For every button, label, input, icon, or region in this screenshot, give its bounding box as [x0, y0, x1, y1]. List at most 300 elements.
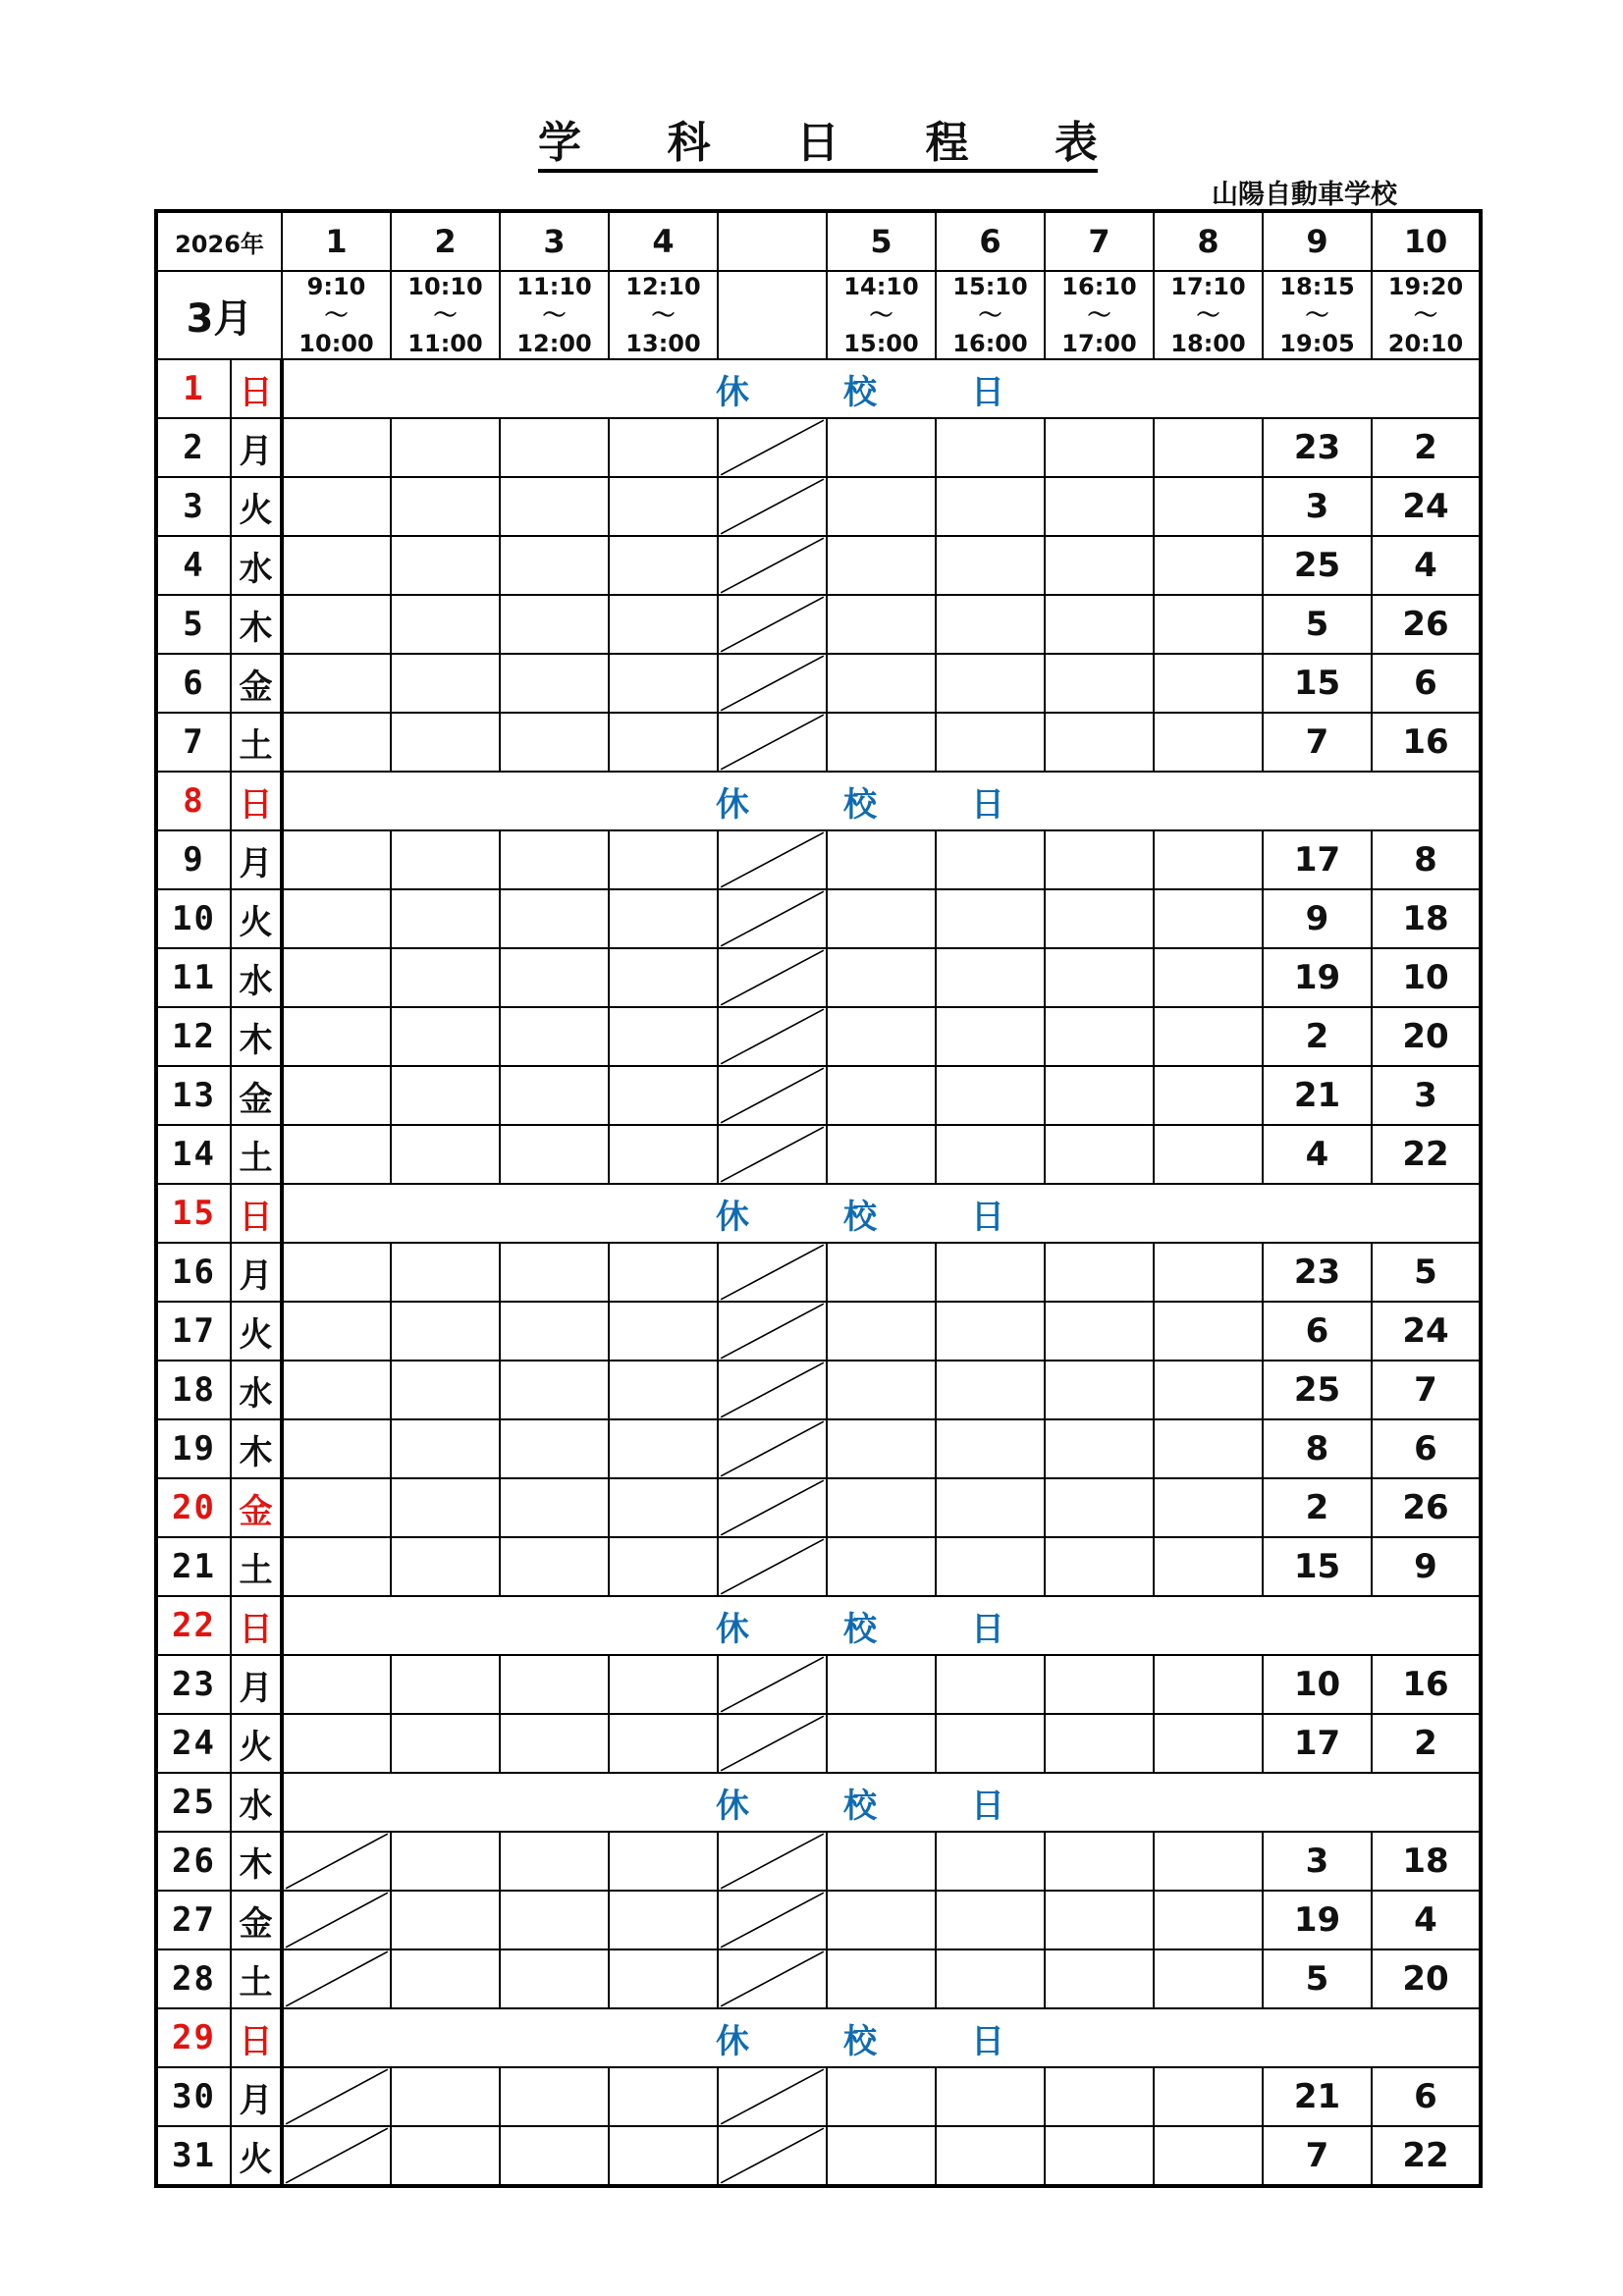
period-sep: ～ — [433, 300, 458, 329]
day-number: 2 — [156, 418, 231, 477]
slash-line — [719, 1420, 826, 1477]
slash-line — [719, 949, 826, 1006]
empty-cell — [1154, 654, 1263, 713]
period10-value: 22 — [1372, 2126, 1481, 2186]
empty-cell — [1045, 1066, 1154, 1125]
day-of-week: 木 — [231, 1832, 282, 1891]
empty-cell — [282, 1478, 391, 1537]
empty-cell — [936, 1302, 1045, 1361]
day-number: 31 — [156, 2126, 231, 2186]
empty-cell — [1045, 1714, 1154, 1773]
empty-cell — [391, 1361, 500, 1419]
table-row — [156, 1066, 1481, 1125]
empty-cell — [282, 1007, 391, 1066]
empty-cell — [936, 889, 1045, 948]
day-of-week: 水 — [231, 948, 282, 1007]
empty-cell — [936, 1537, 1045, 1596]
empty-cell — [936, 1125, 1045, 1184]
empty-cell — [609, 713, 718, 772]
period9-value: 9 — [1263, 889, 1372, 948]
period10-value: 9 — [1372, 1537, 1481, 1596]
day-number: 17 — [156, 1302, 231, 1361]
empty-cell — [827, 1125, 936, 1184]
period9-value: 8 — [1263, 1419, 1372, 1478]
slash-line — [719, 1715, 826, 1772]
period10-value: 18 — [1372, 1832, 1481, 1891]
period-number: 10 — [1372, 211, 1481, 271]
period10-value: 2 — [1372, 1714, 1481, 1773]
no-class-slash — [718, 948, 827, 1007]
period-number: 1 — [282, 211, 391, 271]
no-class-slash — [718, 1419, 827, 1478]
period-end: 13:00 — [625, 329, 701, 357]
empty-cell — [282, 1125, 391, 1184]
empty-cell — [609, 1243, 718, 1302]
period10-value: 7 — [1372, 1361, 1481, 1419]
no-class-slash — [718, 1832, 827, 1891]
holiday-char: 校 — [843, 372, 877, 412]
day-number: 1 — [156, 359, 231, 418]
slash-line — [719, 596, 826, 653]
empty-cell — [500, 1714, 609, 1773]
holiday-char: 休 — [716, 1197, 749, 1237]
empty-cell — [609, 654, 718, 713]
day-of-week: 金 — [231, 1066, 282, 1125]
table-row — [156, 595, 1481, 654]
no-class-slash — [718, 2067, 827, 2126]
no-class-slash — [282, 1832, 391, 1891]
empty-cell — [1045, 1125, 1154, 1184]
empty-cell — [827, 1361, 936, 1419]
period10-value: 16 — [1372, 1655, 1481, 1714]
holiday-char: 日 — [971, 1609, 1004, 1649]
period9-value: 19 — [1263, 948, 1372, 1007]
empty-cell — [1045, 1478, 1154, 1537]
empty-cell — [1045, 1832, 1154, 1891]
no-class-slash — [718, 830, 827, 889]
empty-cell — [1045, 713, 1154, 772]
empty-cell — [609, 1302, 718, 1361]
no-class-slash — [718, 1007, 827, 1066]
no-class-slash — [718, 1066, 827, 1125]
no-class-slash — [718, 1655, 827, 1714]
holiday-char: 校 — [843, 1609, 877, 1649]
empty-cell — [500, 536, 609, 595]
period10-value: 10 — [1372, 948, 1481, 1007]
empty-cell — [827, 1243, 936, 1302]
period-time — [500, 271, 609, 359]
empty-cell — [936, 830, 1045, 889]
empty-cell — [936, 1066, 1045, 1125]
no-class-slash — [718, 1714, 827, 1773]
table-row — [156, 477, 1481, 536]
period-start: 11:10 — [516, 272, 592, 300]
slash-line — [719, 2068, 826, 2125]
period-start: 10:10 — [407, 272, 483, 300]
empty-cell — [1045, 2067, 1154, 2126]
empty-cell — [609, 1125, 718, 1184]
empty-cell — [827, 1478, 936, 1537]
table-row — [156, 830, 1481, 889]
empty-cell — [500, 1066, 609, 1125]
empty-cell — [391, 2067, 500, 2126]
day-of-week: 火 — [231, 1302, 282, 1361]
period10-value: 24 — [1372, 1302, 1481, 1361]
empty-cell — [936, 1419, 1045, 1478]
day-of-week: 金 — [231, 1478, 282, 1537]
period-time — [827, 271, 936, 359]
slash-line — [284, 1833, 390, 1890]
schedule-table — [154, 209, 1483, 2188]
period-number: 9 — [1263, 211, 1372, 271]
empty-cell — [282, 418, 391, 477]
table-row — [156, 536, 1481, 595]
empty-cell — [1045, 1949, 1154, 2008]
empty-cell — [1154, 1891, 1263, 1949]
period-start: 9:10 — [306, 272, 366, 300]
holiday-char: 休 — [716, 1786, 749, 1826]
no-class-slash — [718, 1243, 827, 1302]
period-time — [282, 271, 391, 359]
period9-value: 25 — [1263, 536, 1372, 595]
empty-cell — [391, 1066, 500, 1125]
day-number: 3 — [156, 477, 231, 536]
empty-cell — [827, 1419, 936, 1478]
period-number: 3 — [500, 211, 609, 271]
period-sep: ～ — [542, 300, 567, 329]
day-number: 27 — [156, 1891, 231, 1949]
no-class-slash — [282, 2126, 391, 2186]
empty-cell — [827, 1949, 936, 2008]
empty-cell — [1045, 948, 1154, 1007]
period-end: 17:00 — [1061, 329, 1137, 357]
day-number: 19 — [156, 1419, 231, 1478]
empty-cell — [936, 1243, 1045, 1302]
day-number: 4 — [156, 536, 231, 595]
period9-value: 4 — [1263, 1125, 1372, 1184]
period10-value: 3 — [1372, 1066, 1481, 1125]
day-of-week: 火 — [231, 2126, 282, 2186]
period-time — [1372, 271, 1481, 359]
empty-cell — [1154, 713, 1263, 772]
period-end: 20:10 — [1387, 329, 1464, 357]
empty-cell — [609, 595, 718, 654]
day-number: 20 — [156, 1478, 231, 1537]
empty-cell — [827, 889, 936, 948]
empty-cell — [609, 1066, 718, 1125]
empty-cell — [1045, 1302, 1154, 1361]
empty-cell — [936, 595, 1045, 654]
empty-cell — [1045, 477, 1154, 536]
table-row — [156, 948, 1481, 1007]
day-of-week: 土 — [231, 713, 282, 772]
empty-cell — [282, 536, 391, 595]
empty-cell — [282, 889, 391, 948]
empty-cell — [282, 713, 391, 772]
slash-line — [719, 1067, 826, 1124]
empty-cell — [936, 1007, 1045, 1066]
period-sep: ～ — [651, 300, 676, 329]
empty-cell — [609, 889, 718, 948]
empty-cell — [391, 654, 500, 713]
period9-value: 17 — [1263, 830, 1372, 889]
day-number: 15 — [156, 1184, 231, 1243]
day-of-week: 月 — [231, 1655, 282, 1714]
slash-line — [719, 419, 826, 476]
page-title — [538, 118, 1098, 173]
empty-cell — [500, 1655, 609, 1714]
day-of-week: 日 — [231, 1184, 282, 1243]
holiday-char: 休 — [716, 372, 749, 412]
period10-value: 2 — [1372, 418, 1481, 477]
table-row — [156, 1596, 1481, 1655]
period-sep: ～ — [324, 300, 349, 329]
empty-cell — [827, 654, 936, 713]
day-number: 16 — [156, 1243, 231, 1302]
empty-cell — [282, 477, 391, 536]
empty-cell — [827, 595, 936, 654]
day-of-week: 日 — [231, 359, 282, 418]
title-char: 日 — [796, 118, 839, 168]
period-number: 5 — [827, 211, 936, 271]
period-start: 18:15 — [1279, 272, 1355, 300]
holiday-cell — [282, 2008, 1481, 2067]
period-time — [1045, 271, 1154, 359]
empty-cell — [391, 1714, 500, 1773]
day-number: 5 — [156, 595, 231, 654]
period-end: 19:05 — [1279, 329, 1355, 357]
day-number: 25 — [156, 1773, 231, 1832]
empty-cell — [827, 2067, 936, 2126]
empty-cell — [1154, 2126, 1263, 2186]
empty-cell — [1154, 1419, 1263, 1478]
empty-cell — [391, 1302, 500, 1361]
period-sep: ～ — [1087, 300, 1111, 329]
holiday-char: 日 — [971, 1786, 1004, 1826]
empty-cell — [391, 1243, 500, 1302]
empty-cell — [391, 948, 500, 1007]
period9-value: 6 — [1263, 1302, 1372, 1361]
period9-value: 2 — [1263, 1478, 1372, 1537]
holiday-char: 日 — [971, 372, 1004, 412]
day-of-week: 日 — [231, 2008, 282, 2067]
empty-cell — [1154, 595, 1263, 654]
empty-cell — [282, 948, 391, 1007]
holiday-char: 校 — [843, 2021, 877, 2061]
empty-cell — [936, 1891, 1045, 1949]
empty-cell — [500, 1832, 609, 1891]
slash-line — [719, 1244, 826, 1301]
empty-cell — [1154, 1243, 1263, 1302]
period10-value: 4 — [1372, 536, 1481, 595]
empty-cell — [391, 1478, 500, 1537]
slash-line — [719, 1656, 826, 1713]
no-class-slash — [282, 1949, 391, 2008]
empty-cell — [827, 1832, 936, 1891]
day-of-week: 月 — [231, 418, 282, 477]
empty-cell — [282, 1655, 391, 1714]
empty-cell — [500, 948, 609, 1007]
period9-value: 17 — [1263, 1714, 1372, 1773]
day-number: 28 — [156, 1949, 231, 2008]
empty-cell — [500, 713, 609, 772]
holiday-char: 校 — [843, 1786, 877, 1826]
period9-value: 3 — [1263, 1832, 1372, 1891]
table-row — [156, 1714, 1481, 1773]
empty-cell — [500, 1125, 609, 1184]
slash-line — [719, 1362, 826, 1418]
slash-line — [719, 1833, 826, 1890]
day-of-week: 土 — [231, 1125, 282, 1184]
table-row — [156, 1125, 1481, 1184]
no-class-slash — [718, 889, 827, 948]
period-time — [391, 271, 500, 359]
empty-cell — [282, 1066, 391, 1125]
day-of-week: 日 — [231, 1596, 282, 1655]
day-of-week: 金 — [231, 654, 282, 713]
table-row — [156, 654, 1481, 713]
period9-value: 5 — [1263, 1949, 1372, 2008]
period10-value: 5 — [1372, 1243, 1481, 1302]
slash-line — [719, 890, 826, 947]
empty-cell — [1154, 1066, 1263, 1125]
period-start: 14:10 — [843, 272, 919, 300]
year-cell — [156, 211, 282, 271]
empty-cell — [391, 1419, 500, 1478]
period-start: 12:10 — [625, 272, 701, 300]
empty-cell — [1154, 1655, 1263, 1714]
period9-value: 15 — [1263, 654, 1372, 713]
table-row — [156, 418, 1481, 477]
empty-cell — [827, 1537, 936, 1596]
empty-cell — [282, 1714, 391, 1773]
table-row — [156, 1361, 1481, 1419]
table-row — [156, 1243, 1481, 1302]
day-of-week: 木 — [231, 1419, 282, 1478]
period-end: 16:00 — [952, 329, 1028, 357]
empty-cell — [609, 418, 718, 477]
empty-cell — [1154, 948, 1263, 1007]
empty-cell — [1045, 1361, 1154, 1419]
empty-cell — [609, 1419, 718, 1478]
table-row — [156, 1007, 1481, 1066]
empty-cell — [1154, 1302, 1263, 1361]
day-of-week: 月 — [231, 830, 282, 889]
period-time — [1154, 271, 1263, 359]
period9-value: 21 — [1263, 1066, 1372, 1125]
empty-cell — [500, 1949, 609, 2008]
empty-cell — [391, 1832, 500, 1891]
month-cell — [156, 271, 282, 359]
period9-value: 19 — [1263, 1891, 1372, 1949]
empty-cell — [609, 1714, 718, 1773]
empty-cell — [1045, 2126, 1154, 2186]
empty-cell — [500, 1361, 609, 1419]
empty-cell — [1154, 1478, 1263, 1537]
table-row — [156, 359, 1481, 418]
empty-cell — [500, 830, 609, 889]
empty-cell — [936, 2067, 1045, 2126]
empty-cell — [827, 477, 936, 536]
day-of-week: 日 — [231, 772, 282, 830]
empty-cell — [609, 1832, 718, 1891]
empty-cell — [936, 1832, 1045, 1891]
period10-value: 20 — [1372, 1007, 1481, 1066]
day-of-week: 木 — [231, 595, 282, 654]
day-number: 6 — [156, 654, 231, 713]
table-row — [156, 1419, 1481, 1478]
no-class-slash — [282, 1891, 391, 1949]
slash-line — [719, 1479, 826, 1536]
day-number: 10 — [156, 889, 231, 948]
empty-cell — [1045, 1007, 1154, 1066]
no-class-slash — [718, 477, 827, 536]
empty-cell — [1154, 1007, 1263, 1066]
empty-cell — [827, 1714, 936, 1773]
period-end: 12:00 — [516, 329, 592, 357]
holiday-cell — [282, 772, 1481, 830]
empty-cell — [936, 654, 1045, 713]
month-label: 3月 — [186, 295, 253, 342]
empty-cell — [282, 595, 391, 654]
empty-cell — [1045, 1537, 1154, 1596]
empty-cell — [609, 1478, 718, 1537]
empty-cell — [1154, 477, 1263, 536]
school-name: 山陽自動車学校 — [1212, 180, 1397, 210]
empty-cell — [1045, 1891, 1154, 1949]
empty-cell — [282, 1537, 391, 1596]
empty-cell — [500, 1478, 609, 1537]
period-end: 18:00 — [1170, 329, 1246, 357]
empty-cell — [1045, 1419, 1154, 1478]
day-number: 11 — [156, 948, 231, 1007]
empty-cell — [609, 1007, 718, 1066]
title-char: 学 — [538, 118, 581, 168]
empty-cell — [827, 948, 936, 1007]
period-sep: ～ — [1196, 300, 1220, 329]
day-of-week: 月 — [231, 2067, 282, 2126]
period9-value: 21 — [1263, 2067, 1372, 2126]
slash-line — [719, 478, 826, 535]
day-of-week: 火 — [231, 889, 282, 948]
table-row — [156, 1184, 1481, 1243]
empty-cell — [1045, 418, 1154, 477]
period-time — [718, 271, 827, 359]
table-row — [156, 2126, 1481, 2186]
empty-cell — [391, 418, 500, 477]
no-class-slash — [718, 1537, 827, 1596]
year-label: 2026年 — [175, 231, 264, 258]
holiday-char: 日 — [971, 2021, 1004, 2061]
empty-cell — [1154, 536, 1263, 595]
day-number: 26 — [156, 1832, 231, 1891]
empty-cell — [609, 1537, 718, 1596]
empty-cell — [609, 830, 718, 889]
period-end: 15:00 — [843, 329, 919, 357]
slash-line — [284, 1892, 390, 1949]
empty-cell — [1045, 1655, 1154, 1714]
day-number: 29 — [156, 2008, 231, 2067]
day-number: 13 — [156, 1066, 231, 1125]
period-start: 17:10 — [1170, 272, 1246, 300]
period10-value: 6 — [1372, 654, 1481, 713]
empty-cell — [391, 1655, 500, 1714]
holiday-char: 校 — [843, 784, 877, 825]
day-of-week: 水 — [231, 1361, 282, 1419]
empty-cell — [391, 1007, 500, 1066]
empty-cell — [1154, 889, 1263, 948]
empty-cell — [609, 1891, 718, 1949]
